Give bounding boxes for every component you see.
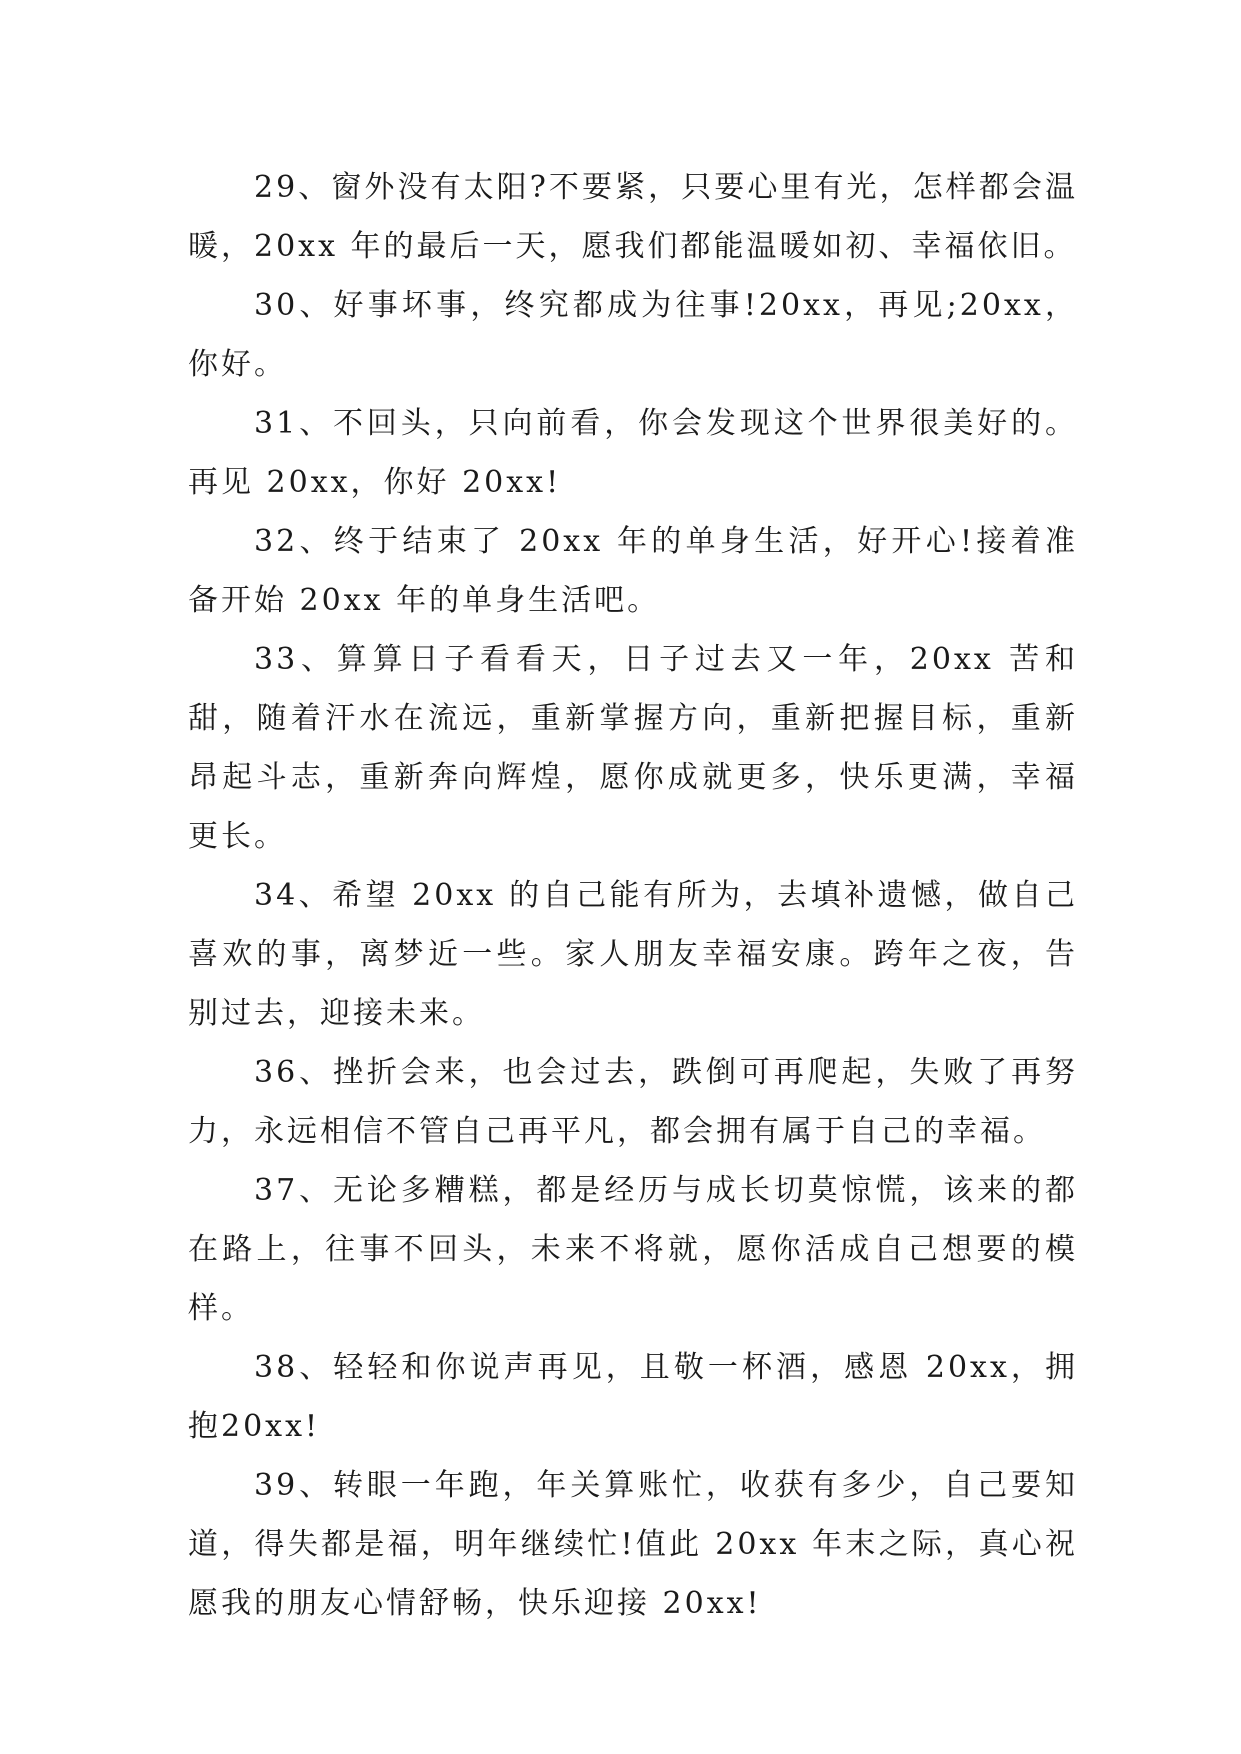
paragraph-38: 38、轻轻和你说声再见，且敬一杯酒，感恩 20xx，拥抱20xx! [188, 1350, 1078, 1444]
paragraph-37: 37、无论多糟糕，都是经历与成长切莫惊慌，该来的都在路上，往事不回头，未来不将就，愿你活成自己想要的模样。 [188, 1173, 1078, 1326]
paragraph-30: 30、好事坏事，终究都成为往事!20xx，再见;20xx，你好。 [188, 288, 1078, 382]
paragraph-36: 36、挫折会来，也会过去，跌倒可再爬起，失败了再努力，永远相信不管自己再平凡，都会拥有属于自己的幸福。 [188, 1055, 1078, 1149]
paragraph-34: 34、希望 20xx 的自己能有所为，去填补遗憾，做自己喜欢的事，离梦近一些。家人朋友幸福安康。跨年之夜，告别过去，迎接未来。 [188, 878, 1078, 1031]
paragraph-33: 33、算算日子看看天，日子过去又一年，20xx 苦和甜，随着汗水在流远，重新掌握方向，重新把握目标，重新昂起斗志，重新奔向辉煌，愿你成就更多，快乐更满，幸福更长。 [188, 642, 1078, 854]
paragraph-29: 29、窗外没有太阳?不要紧，只要心里有光，怎样都会温暖，20xx 年的最后一天，愿我们都能温暖如初、幸福依旧。 [188, 170, 1078, 264]
paragraph-39: 39、转眼一年跑，年关算账忙，收获有多少，自己要知道，得失都是福，明年继续忙!值此 20xx 年末之际，真心祝愿我的朋友心情舒畅，快乐迎接 20xx! [188, 1468, 1078, 1621]
document-body [188, 158, 1078, 1633]
paragraph-32: 32、终于结束了 20xx 年的单身生活，好开心!接着准备开始 20xx 年的单身生活吧。 [188, 524, 1078, 618]
paragraph-31: 31、不回头，只向前看，你会发现这个世界很美好的。再见 20xx，你好 20xx! [188, 406, 1078, 500]
